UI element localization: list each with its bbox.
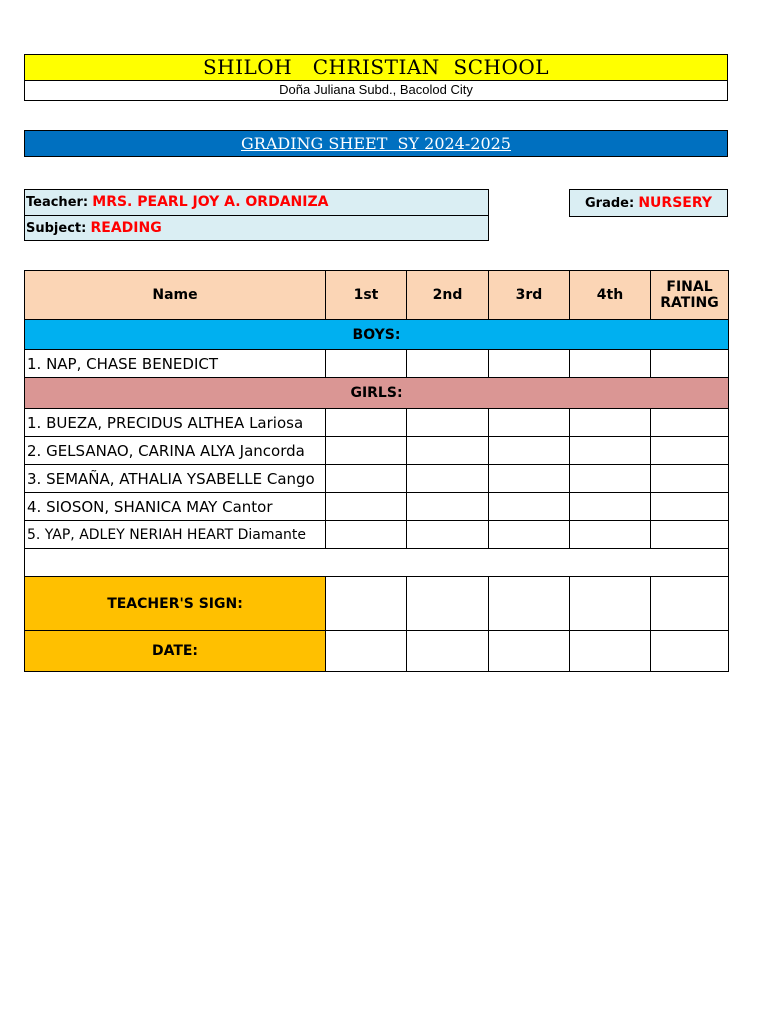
grade-cell[interactable]: [407, 521, 489, 549]
header-3rd: 3rd: [489, 271, 570, 320]
date-cell[interactable]: [570, 631, 651, 672]
student-name: 5. YAP, ADLEY NERIAH HEART Diamante: [25, 521, 326, 549]
grade-cell[interactable]: [570, 350, 651, 378]
grade-cell[interactable]: [326, 465, 407, 493]
grading-sheet-banner: GRADING SHEET SY 2024-2025: [24, 130, 728, 157]
sign-cell[interactable]: [489, 577, 570, 631]
sign-cell[interactable]: [326, 577, 407, 631]
teacher-row: [25, 190, 488, 215]
table-header-row: [25, 271, 729, 320]
grade-cell[interactable]: [489, 521, 570, 549]
grade-cell[interactable]: [489, 350, 570, 378]
boys-label: BOYS:: [25, 320, 729, 350]
grade-cell[interactable]: [570, 437, 651, 465]
grade-value: NURSERY: [638, 195, 712, 211]
school-address: Doña Juliana Subd., Bacolod City: [24, 80, 728, 101]
grade-cell[interactable]: [570, 465, 651, 493]
grade-cell[interactable]: [326, 521, 407, 549]
date-cell[interactable]: [489, 631, 570, 672]
grade-cell[interactable]: [489, 465, 570, 493]
teacher-label: Teacher:: [26, 195, 89, 210]
final-rating-cell[interactable]: [651, 493, 729, 521]
grade-cell[interactable]: [407, 493, 489, 521]
grade-cell[interactable]: [326, 409, 407, 437]
boys-section-row: [25, 320, 729, 350]
date-row: [25, 631, 729, 672]
table-row: [25, 493, 729, 521]
grade-cell[interactable]: [570, 493, 651, 521]
grade-cell[interactable]: [326, 437, 407, 465]
grade-cell[interactable]: [489, 437, 570, 465]
subject-row: [25, 215, 488, 241]
grade-cell[interactable]: [407, 465, 489, 493]
grade-cell[interactable]: [326, 493, 407, 521]
sign-cell[interactable]: [651, 577, 729, 631]
header-4th: 4th: [570, 271, 651, 320]
table-row: [25, 350, 729, 378]
student-name: 1. BUEZA, PRECIDUS ALTHEA Lariosa: [25, 409, 326, 437]
teacher-value: MRS. PEARL JOY A. ORDANIZA: [92, 194, 329, 210]
grade-cell[interactable]: [570, 521, 651, 549]
header-1st: 1st: [326, 271, 407, 320]
student-name: 3. SEMAÑA, ATHALIA YSABELLE Cango: [25, 465, 326, 493]
date-cell[interactable]: [407, 631, 489, 672]
teacher-subject-box: [24, 189, 489, 241]
date-cell[interactable]: [651, 631, 729, 672]
final-rating-cell[interactable]: [651, 465, 729, 493]
table-row: [25, 521, 729, 549]
final-rating-cell[interactable]: [651, 521, 729, 549]
grade-cell[interactable]: [407, 409, 489, 437]
grade-cell[interactable]: [489, 493, 570, 521]
blank-row: [25, 549, 729, 577]
final-rating-cell[interactable]: [651, 350, 729, 378]
table-row: [25, 465, 729, 493]
grade-cell[interactable]: [489, 409, 570, 437]
header-name: Name: [25, 271, 326, 320]
student-name: 1. NAP, CHASE BENEDICT: [25, 350, 326, 378]
date-label: DATE:: [25, 631, 326, 672]
student-name: 4. SIOSON, SHANICA MAY Cantor: [25, 493, 326, 521]
grade-cell[interactable]: [326, 350, 407, 378]
subject-label: Subject:: [26, 221, 87, 236]
table-row: [25, 409, 729, 437]
table-row: [25, 437, 729, 465]
girls-label: GIRLS:: [25, 378, 729, 409]
grade-cell[interactable]: [407, 350, 489, 378]
header-2nd: 2nd: [407, 271, 489, 320]
final-rating-cell[interactable]: [651, 409, 729, 437]
sign-cell[interactable]: [570, 577, 651, 631]
header-final-rating: FINAL RATING: [651, 271, 729, 320]
grade-box: [569, 189, 728, 217]
teacher-sign-label: TEACHER'S SIGN:: [25, 577, 326, 631]
grade-cell[interactable]: [570, 409, 651, 437]
grade-cell[interactable]: [407, 437, 489, 465]
final-rating-cell[interactable]: [651, 437, 729, 465]
grade-label: Grade:: [585, 196, 635, 211]
student-name: 2. GELSANAO, CARINA ALYA Jancorda: [25, 437, 326, 465]
teacher-sign-row: [25, 577, 729, 631]
girls-section-row: [25, 378, 729, 409]
subject-value: READING: [90, 220, 162, 236]
grades-table: [24, 270, 729, 672]
school-name: SHILOH CHRISTIAN SCHOOL: [24, 54, 728, 81]
date-cell[interactable]: [326, 631, 407, 672]
blank-cell: [25, 549, 729, 577]
sign-cell[interactable]: [407, 577, 489, 631]
